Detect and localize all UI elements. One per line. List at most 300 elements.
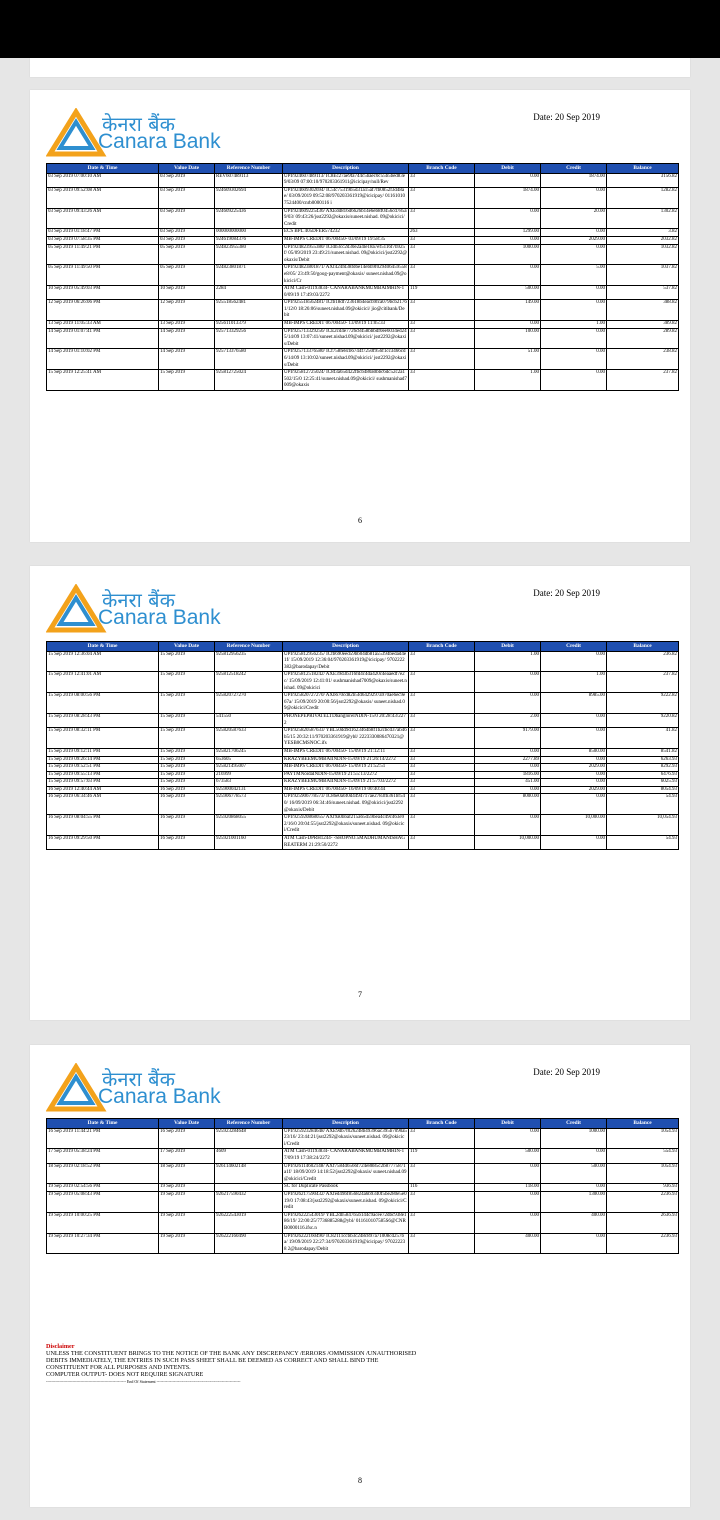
table-cell: 9222.82 [607,693,679,714]
table-cell: 925713329256 [215,328,283,349]
table-cell: UPI/924609302694/ IC5fc75319b5d31a15af7fb0852f3d48ae/ 03/09/2019 09:52:08/970203361919@icicipay/ 011610107524400/cnrb0000116 i [283,187,409,208]
table-cell: 16 Sep 2019 [159,1128,215,1149]
table-cell: 0.00 [475,265,541,286]
table-cell: 15 Sep 2019 09:12:11 PM [47,748,159,756]
transactions-table [46,1118,679,1254]
table-cell: 400.00 [475,1233,541,1254]
table-cell: 8000.00 [475,794,541,815]
table-cell: 1000.00 [475,244,541,265]
table-cell: 925906778573 [215,794,283,815]
table-cell: 03 Sep 2019 [159,173,215,187]
table-cell: 500.00 [541,1163,607,1184]
table-cell: 0.00 [541,728,607,749]
table-cell: 33 [409,1128,475,1149]
table-row [47,794,679,815]
table-cell: UPI/925923284648/ AXE9db7f026248b49396ac395b7090a523/16/ 23:44:21/jsst2292@okaxis/suneet.nishad. 09@okicici/Credit [283,1128,409,1149]
table-cell: 15 Sep 2019 08:00:56 PM [47,693,159,714]
table-cell: 15 Sep 2019 [159,713,215,727]
table-cell: KRAZYBEEMUMBAIINDIN-15/09/19 21:57:03/2272 [283,779,409,787]
column-header: Description [283,1119,409,1129]
table-cell: 33 [409,265,475,286]
table-cell: 33 [409,693,475,714]
table-cell: 41.82 [607,728,679,749]
table-cell: UPI/926222543019/ YBL2db5847b5b144c9acee72dbc938e186/19/ 22:00:25/7736885288@ybl/ 011610107585S6@CNRB0000116.ifsc.n [283,1212,409,1233]
table-cell: 0.00 [475,1128,541,1149]
table-cell: ECS BPL 405DFER574232 [283,229,409,237]
table-cell: 33 [409,187,475,208]
table-cell: 33 [409,836,475,850]
column-header: Value Date [159,642,215,652]
table-cell: 537.82 [607,286,679,300]
table-cell: 33 [409,1233,475,1254]
table-cell: 925812956235 [215,651,283,672]
table-cell: 8985.00 [541,693,607,714]
table-cell: 925812518242 [215,672,283,693]
table-row [47,236,679,244]
column-header: Date & Time [47,642,159,652]
table-cell: 33 [409,208,475,229]
table-cell: 1.00 [541,672,607,693]
end-of-statement: ------------------------------------------------------------ End Of Statement --------------------------------------------------------------- [46,1379,241,1384]
table-cell: 33 [409,794,475,815]
table-cell: 10 Sep 2019 [159,286,215,300]
table-cell: 10,000.00 [475,836,541,850]
table-cell: 19 Sep 2019 [159,1212,215,1233]
column-header: Branch Code [409,642,475,652]
table-cell: 15 Sep 2019 [159,779,215,787]
table-cell: 15 Sep 2019 09:52:51 PM [47,764,159,772]
column-header: Description [283,164,409,174]
table-cell: 0.00 [475,693,541,714]
table-cell: 541550 [215,713,283,727]
table-row [47,756,679,764]
table-cell: 13 Sep 2019 [159,321,215,329]
table-cell: 100.00 [475,328,541,349]
table-cell: 1.00 [475,370,541,391]
table-cell: 19 Sep 2019 [159,1184,215,1192]
statement-page-7 [30,566,690,1020]
table-cell: 15 Sep 2019 [159,764,215,772]
table-cell: 19 Sep 2019 02:54:56 PM [47,1184,159,1192]
table-cell: KRAZYBEEMUMBAIINDIN-15/09/19 21:26:14/2272 [283,756,409,764]
table-cell: 2284 [215,286,283,300]
table-cell: 673583 [215,779,283,787]
table-cell: 237.82 [607,370,679,391]
table-cell: 0.00 [541,1233,607,1254]
table-cell: 500.00 [475,1149,541,1163]
table-cell: 8541.82 [607,748,679,756]
table-cell: 17 Sep 2019 [159,1149,215,1163]
table-cell: 2032.82 [607,236,679,244]
table-cell: 0.00 [475,173,541,187]
table-cell: 03 Sep 2019 [159,208,215,229]
table-cell: 0.00 [541,779,607,787]
table-row [47,779,679,787]
column-header: Debit [475,1119,541,1129]
table-cell: 0.00 [541,349,607,370]
table-cell: 924823955380 [215,244,283,265]
column-header: Value Date [159,1119,215,1129]
table-cell: 15 Sep 2019 12:41:01 AM [47,672,159,693]
table-cell: 16 Sep 2019 06:34:46 AM [47,794,159,815]
table-cell: 2277.89 [475,756,541,764]
table-cell: 2029.00 [541,236,607,244]
table-cell: 15 Sep 2019 12:25:41 AM [47,370,159,391]
table-cell: 0.00 [475,1163,541,1184]
column-header: Credit [541,164,607,174]
table-cell: 1.00 [475,651,541,672]
table-row [47,651,679,672]
table-cell: 0.00 [541,651,607,672]
column-header: Branch Code [409,164,475,174]
table-row [47,244,679,265]
table-cell: 0.00 [475,1191,541,1212]
table-cell: 925923284648 [215,1128,283,1149]
table-cell: 17 Sep 2019 05:38:24 PM [47,1149,159,1163]
table-cell: 15 Sep 2019 [159,672,215,693]
table-cell: PAYTMNoidaINDIN-15/09/19 21:55:13/2272 [283,771,409,779]
table-cell: 8292.93 [607,764,679,772]
table-cell: 33 [409,236,475,244]
table-row [47,771,679,779]
table-cell: 0.00 [541,756,607,764]
table-cell: 16 Sep 2019 [159,794,215,815]
table-cell: 2029.00 [541,764,607,772]
column-header: Date & Time [47,164,159,174]
column-header: Value Date [159,164,215,174]
table-cell: 1.00 [541,321,607,329]
table-cell: 15 Sep 2019 [159,693,215,714]
table-cell: 14 Sep 2019 [159,328,215,349]
table-cell: 936.93 [607,1184,679,1192]
table-cell: 0.00 [541,244,607,265]
table-cell: 33 [409,771,475,779]
table-cell: 1282.82 [607,187,679,208]
table-cell: REV607489113 [215,173,283,187]
table-cell: 0.00 [475,1212,541,1233]
table-cell: 16 Sep 2019 12:40:44 AM [47,786,159,794]
table-row [47,1212,679,1233]
table-row [47,321,679,329]
table-cell: UPI/925713329256/ ICE2cd4e7726c8458bbbdf0ee6034ed245/14/09 13:07:41/suneet.nishad.09@okicici/ jsst2292@okaxis/Debit [283,328,409,349]
column-header: Reference Number [215,642,283,652]
table-cell: 6025.93 [607,779,679,787]
table-cell: 000000000000 [215,229,283,237]
table-cell: 33 [409,328,475,349]
table-cell: 925821706245 [215,748,283,756]
table-cell: 33 [409,672,475,693]
table-cell: 1054.93 [607,1163,679,1184]
table-cell: 54.93 [607,836,679,850]
table-cell: 03 Sep 2019 01:18:47 PM [47,229,159,237]
table-row [47,265,679,286]
table-cell: 1032.82 [607,244,679,265]
table-cell: 9179.00 [475,728,541,749]
table-cell: 400.00 [541,1212,607,1233]
table-cell: 14 Sep 2019 01:10:02 PM [47,349,159,370]
table-cell: UPI/925518562481/ ICfb18df723618b4eacb9fca079bcb21761/12/0 18:26:06/suneet.nishad.09@okicici/ jio@citibank/Debit [283,300,409,321]
table-cell: ATM Cash-01193834- CANARABANKMUMBAIMHIN-10/09/19 17:49:03/2272 [283,286,409,300]
table-row [47,1149,679,1163]
table-cell: 0.00 [475,208,541,229]
table-cell: 33 [409,321,475,329]
table-cell: 16 Sep 2019 09:29:50 PM [47,836,159,850]
previous-page-tail [30,58,690,77]
table-header-row [47,642,679,652]
table-cell: 0.00 [541,794,607,815]
table-cell: 1874.00 [541,173,607,187]
table-cell: 926217590432 [215,1191,283,1212]
table-cell: 6263.93 [607,756,679,764]
table-cell: 926222543019 [215,1212,283,1233]
table-cell: 8500.00 [541,748,607,756]
table-cell: 19 Sep 2019 [159,1233,215,1254]
table-row [47,1184,679,1192]
table-cell: 1816.00 [475,771,541,779]
disclaimer [46,1343,666,1385]
column-header: Debit [475,642,541,652]
table-cell: 33 [409,349,475,370]
table-cell: 3.82 [607,229,679,237]
table-cell: 0.00 [541,836,607,850]
table-cell: 924609225436 [215,208,283,229]
table-cell: MB-IMPS CREDIT 06700450- 15/09/19 21:12:11 [283,748,409,756]
table-cell: UPI/926222160490/ IC82111ccbb3c248c897a71008cd257ba/ 19/09/2019 22:27:34/970203361919@icicipay/ 970222238 2@barodapay/Debit [283,1233,409,1254]
disclaimer-line: CONSTITUENT FOR ALL PURPOSES AND INTENTS. [46,1364,191,1371]
table-row [47,187,679,208]
table-cell: 03 Sep 2019 09:43:26 AM [47,208,159,229]
bank-name-hindi: केनरा बैंक [102,588,175,612]
table-cell: 0.00 [541,771,607,779]
table-cell: 10,054.93 [607,815,679,836]
table-cell: 0.00 [475,236,541,244]
statement-date: Date: 20 Sep 2019 [533,112,600,122]
table-cell: 16 Sep 2019 [159,815,215,836]
table-cell: UPI/925906778573/ IC86e0a6f0d4494717ae2783fb361bf540/ 16/09/2019 06:34:46/suneet.nishad. 09@okicici/jsst2292@okaxis/Debit [283,794,409,815]
column-header: Description [283,642,409,652]
statement-date: Date: 20 Sep 2019 [533,1067,600,1077]
table-cell: 119 [409,286,475,300]
bank-name-hindi: केनरा बैंक [102,112,175,136]
table-cell: 33 [409,244,475,265]
table-row [47,208,679,229]
table-cell: 15 Sep 2019 [159,771,215,779]
table-cell: 15 Sep 2019 [159,748,215,756]
statement-page-6 [30,90,690,542]
table-cell: 33 [409,370,475,391]
table-cell: 51.00 [475,349,541,370]
table-cell: UPI/925812518242/ AXE39d3b316fd4c4da420c4eaaedf7e2c/ 15/09/2019 12:41:01/ sushmanishad7009@okaxis/suneet.nishad. 09@okicici [283,672,409,693]
table-cell: 10,000.00 [541,815,607,836]
table-cell: 9220.82 [607,713,679,727]
table-cell: 15 Sep 2019 [159,370,215,391]
table-cell: 03 Sep 2019 [159,236,215,244]
table-cell: 33 [409,728,475,749]
table-cell: 03 Sep 2019 [159,187,215,208]
table-cell: 16 Sep 2019 [159,836,215,850]
table-row [47,1191,679,1212]
table-cell: 1300.00 [541,1191,607,1212]
table-cell: 33 [409,173,475,187]
table-cell: 925900042131 [215,786,283,794]
table-cell: MB-IMPS CREDIT 06700450- 15/09/19 21:52:51 [283,764,409,772]
table-cell: ATM Cash-01193834- CANARABANKMUMBAIMHIN-17/09/19 17:38:24/2272 [283,1149,409,1163]
table-cell: 0.00 [475,815,541,836]
table-header-row [47,1119,679,1129]
table-row [47,300,679,321]
table-cell: 33 [409,756,475,764]
table-cell: 925518562481 [215,300,283,321]
table-cell: 119 [409,1149,475,1163]
table-cell: 0.00 [541,187,607,208]
table-cell: 289.82 [607,328,679,349]
table-cell: 925920868055 [215,815,283,836]
table-row [47,672,679,693]
canara-bank-logo [46,584,266,636]
table-cell: 15 Sep 2019 [159,651,215,672]
table-cell: 0.00 [541,328,607,349]
table-cell: 18 Sep 2019 [159,1163,215,1184]
table-cell: 924609302694 [215,187,283,208]
table-cell: 05 Sep 2019 11:49:50 PM [47,265,159,286]
table-cell: 263 [409,229,475,237]
table-row [47,786,679,794]
table-cell: 451.00 [475,779,541,787]
table-cell: 14 Sep 2019 [159,349,215,370]
table-cell: 1302.82 [607,208,679,229]
table-cell: UPI/924823801871/ AXf424fd38fd6e14ebb9f029406459558e8/05/ 23:49:50/goog-payment@okaxis/ suneet.nishad.09@okicici/Cr [283,265,409,286]
table-cell: 0.00 [541,229,607,237]
page-number: 7 [358,990,362,999]
statement-date: Date: 20 Sep 2019 [533,588,600,598]
table-cell: 925821495007 [215,764,283,772]
table-row [47,1233,679,1254]
table-row [47,713,679,727]
table-cell: MB-IMPS CREDIT 06700450- 03/09/19 19:58:35 [283,236,409,244]
table-cell: UPI/924823955380/ ICldb3cc2d30e2a4le18a7ef5116f7b925f/ 05/09/2019 23:49:21/suneet.nishad. 09@okicici/jsst2292@okaxis/Debit [283,244,409,265]
table-cell: 653605 [215,756,283,764]
table-cell: 925713376580 [215,349,283,370]
table-cell: 149.00 [475,300,541,321]
table-row [47,748,679,756]
table-row [47,370,679,391]
table-cell: 03 Sep 2019 07:58:35 PM [47,236,159,244]
table-row [47,693,679,714]
table-cell: 16 Sep 2019 11:44:21 PM [47,1128,159,1149]
table-cell: 0.00 [475,748,541,756]
table-cell: 33 [409,713,475,727]
table-cell: 116 [409,1184,475,1192]
table-cell: 54.93 [607,794,679,815]
table-cell: 926222160490 [215,1233,283,1254]
table-cell: 05 Sep 2019 [159,244,215,265]
column-header: Balance [607,642,679,652]
table-cell: UPI/926217590432/ AXfed49bf856824a6b9340f5be280e5e019/0 17:08:43/jsst2292@okaxis/suneet.nishad. 09@okicici/Credit [283,1191,409,1212]
table-cell: 216999 [215,771,283,779]
table-cell: 16 Sep 2019 08:04:55 PM [47,815,159,836]
table-row [47,229,679,237]
column-header: Reference Number [215,164,283,174]
table-cell: 18 Sep 2019 02:18:52 PM [47,1163,159,1184]
table-cell: 2236.93 [607,1233,679,1254]
table-cell: 14 Sep 2019 01:07:41 PM [47,328,159,349]
bank-name-hindi: केनरा बैंक [102,1067,175,1091]
column-header: Debit [475,164,541,174]
table-cell: 0.00 [541,1184,607,1192]
table-cell: 3156.82 [607,173,679,187]
table-cell: 926114602148 [215,1163,283,1184]
table-cell: 0.00 [475,321,541,329]
table-cell: 1299.00 [475,229,541,237]
table-cell: UPI/925920868055/ AXf9a0bbaf215a65d59bea4c49c463e92/16/0 20:04:55/jsst2292@okaxis/suneet.nishad. 09@okicici/Credit [283,815,409,836]
canara-bank-logo [46,1063,266,1115]
table-cell: 12 Sep 2019 [159,300,215,321]
column-header: Credit [541,1119,607,1129]
table-cell: 05 Sep 2019 [159,265,215,286]
table-cell: 925611013379 [215,321,283,329]
table-cell: 03 Sep 2019 07:00:10 AM [47,173,159,187]
table-cell: UPI/925812956235/ ICfb690eed59bb04db81a55394bedad4e1f/ 15/09/2019 12:36:04/970203361919@icicipay/ 9702222382@barodapay/Debit [283,651,409,672]
canara-bank-logo [46,108,266,160]
transactions-table [46,641,679,850]
table-cell: 237.82 [607,672,679,693]
table-cell: 924823801871 [215,265,283,286]
table-cell: 19 Sep 2019 [159,1191,215,1212]
table-cell: 03 Sep 2019 09:52:08 AM [47,187,159,208]
table-cell: 2636.93 [607,1212,679,1233]
column-header: Date & Time [47,1119,159,1129]
table-row [47,173,679,187]
table-cell: UPI/925820727270/ AXb670cd82b5fd6429297a970ae6ec9e67a/ 15/09/2019 20:00:56/jsst2292@okaxis/ suneet.nishad.09@okicici/Credit [283,693,409,714]
table-cell: 5.00 [541,265,607,286]
table-cell: 15 Sep 2019 08:28:43 PM [47,713,159,727]
table-cell: 389.82 [607,321,679,329]
table-cell: 1874.00 [475,187,541,208]
table-cell: 500.00 [475,286,541,300]
table-cell: UPI/925713376580/ ICf758fe8cb6744f7250f956f1cc3466cd6/14/09 13:10:02/suneet.nishad.09@okicici/ jsst2292@okaxis/Debit [283,349,409,370]
table-cell: 20.00 [541,208,607,229]
table-cell: 03 Sep 2019 [159,229,215,237]
column-header: Branch Code [409,1119,475,1129]
table-cell: 0.00 [541,300,607,321]
table-cell: 118.00 [475,1184,541,1192]
disclaimer-line: DEBITS IMMEDIATELY, THE ENTRIES IN SUCH PASS SHEET SHALL BE DEEMED AS CORRECT AND SHALL BIND THE [46,1357,379,1364]
table-row [47,836,679,850]
table-row [47,728,679,749]
column-header: Balance [607,1119,679,1129]
column-header: Balance [607,164,679,174]
transactions-table [46,163,679,391]
table-cell: 388.82 [607,300,679,321]
table-cell: 8054.93 [607,786,679,794]
disclaimer-line: UNLESS THE CONSTITUENT BRINGS TO THE NOTICE OF THE BANK ANY DISCREPANCY /ERRORS /OMMISSION /UNAUTHORISED [46,1350,417,1357]
disclaimer-title: Disclaimer [46,1343,75,1350]
table-cell: 33 [409,1212,475,1233]
table-cell: 15 Sep 2019 [159,756,215,764]
table-cell: 925820587633 [215,728,283,749]
table-cell: 15 Sep 2019 09:55:13 PM [47,771,159,779]
table-cell: 33 [409,764,475,772]
statement-page-8 [30,1045,690,1507]
table-cell: 15 Sep 2019 08:32:11 PM [47,728,159,749]
page-number: 8 [358,1476,362,1485]
table-cell: 925812725024 [215,370,283,391]
table-cell: SC for Duplicate Passbook [283,1184,409,1192]
table-cell: 925820727270 [215,693,283,714]
table-cell [215,1184,283,1192]
table-cell: 33 [409,786,475,794]
table-cell: 236.82 [607,651,679,672]
